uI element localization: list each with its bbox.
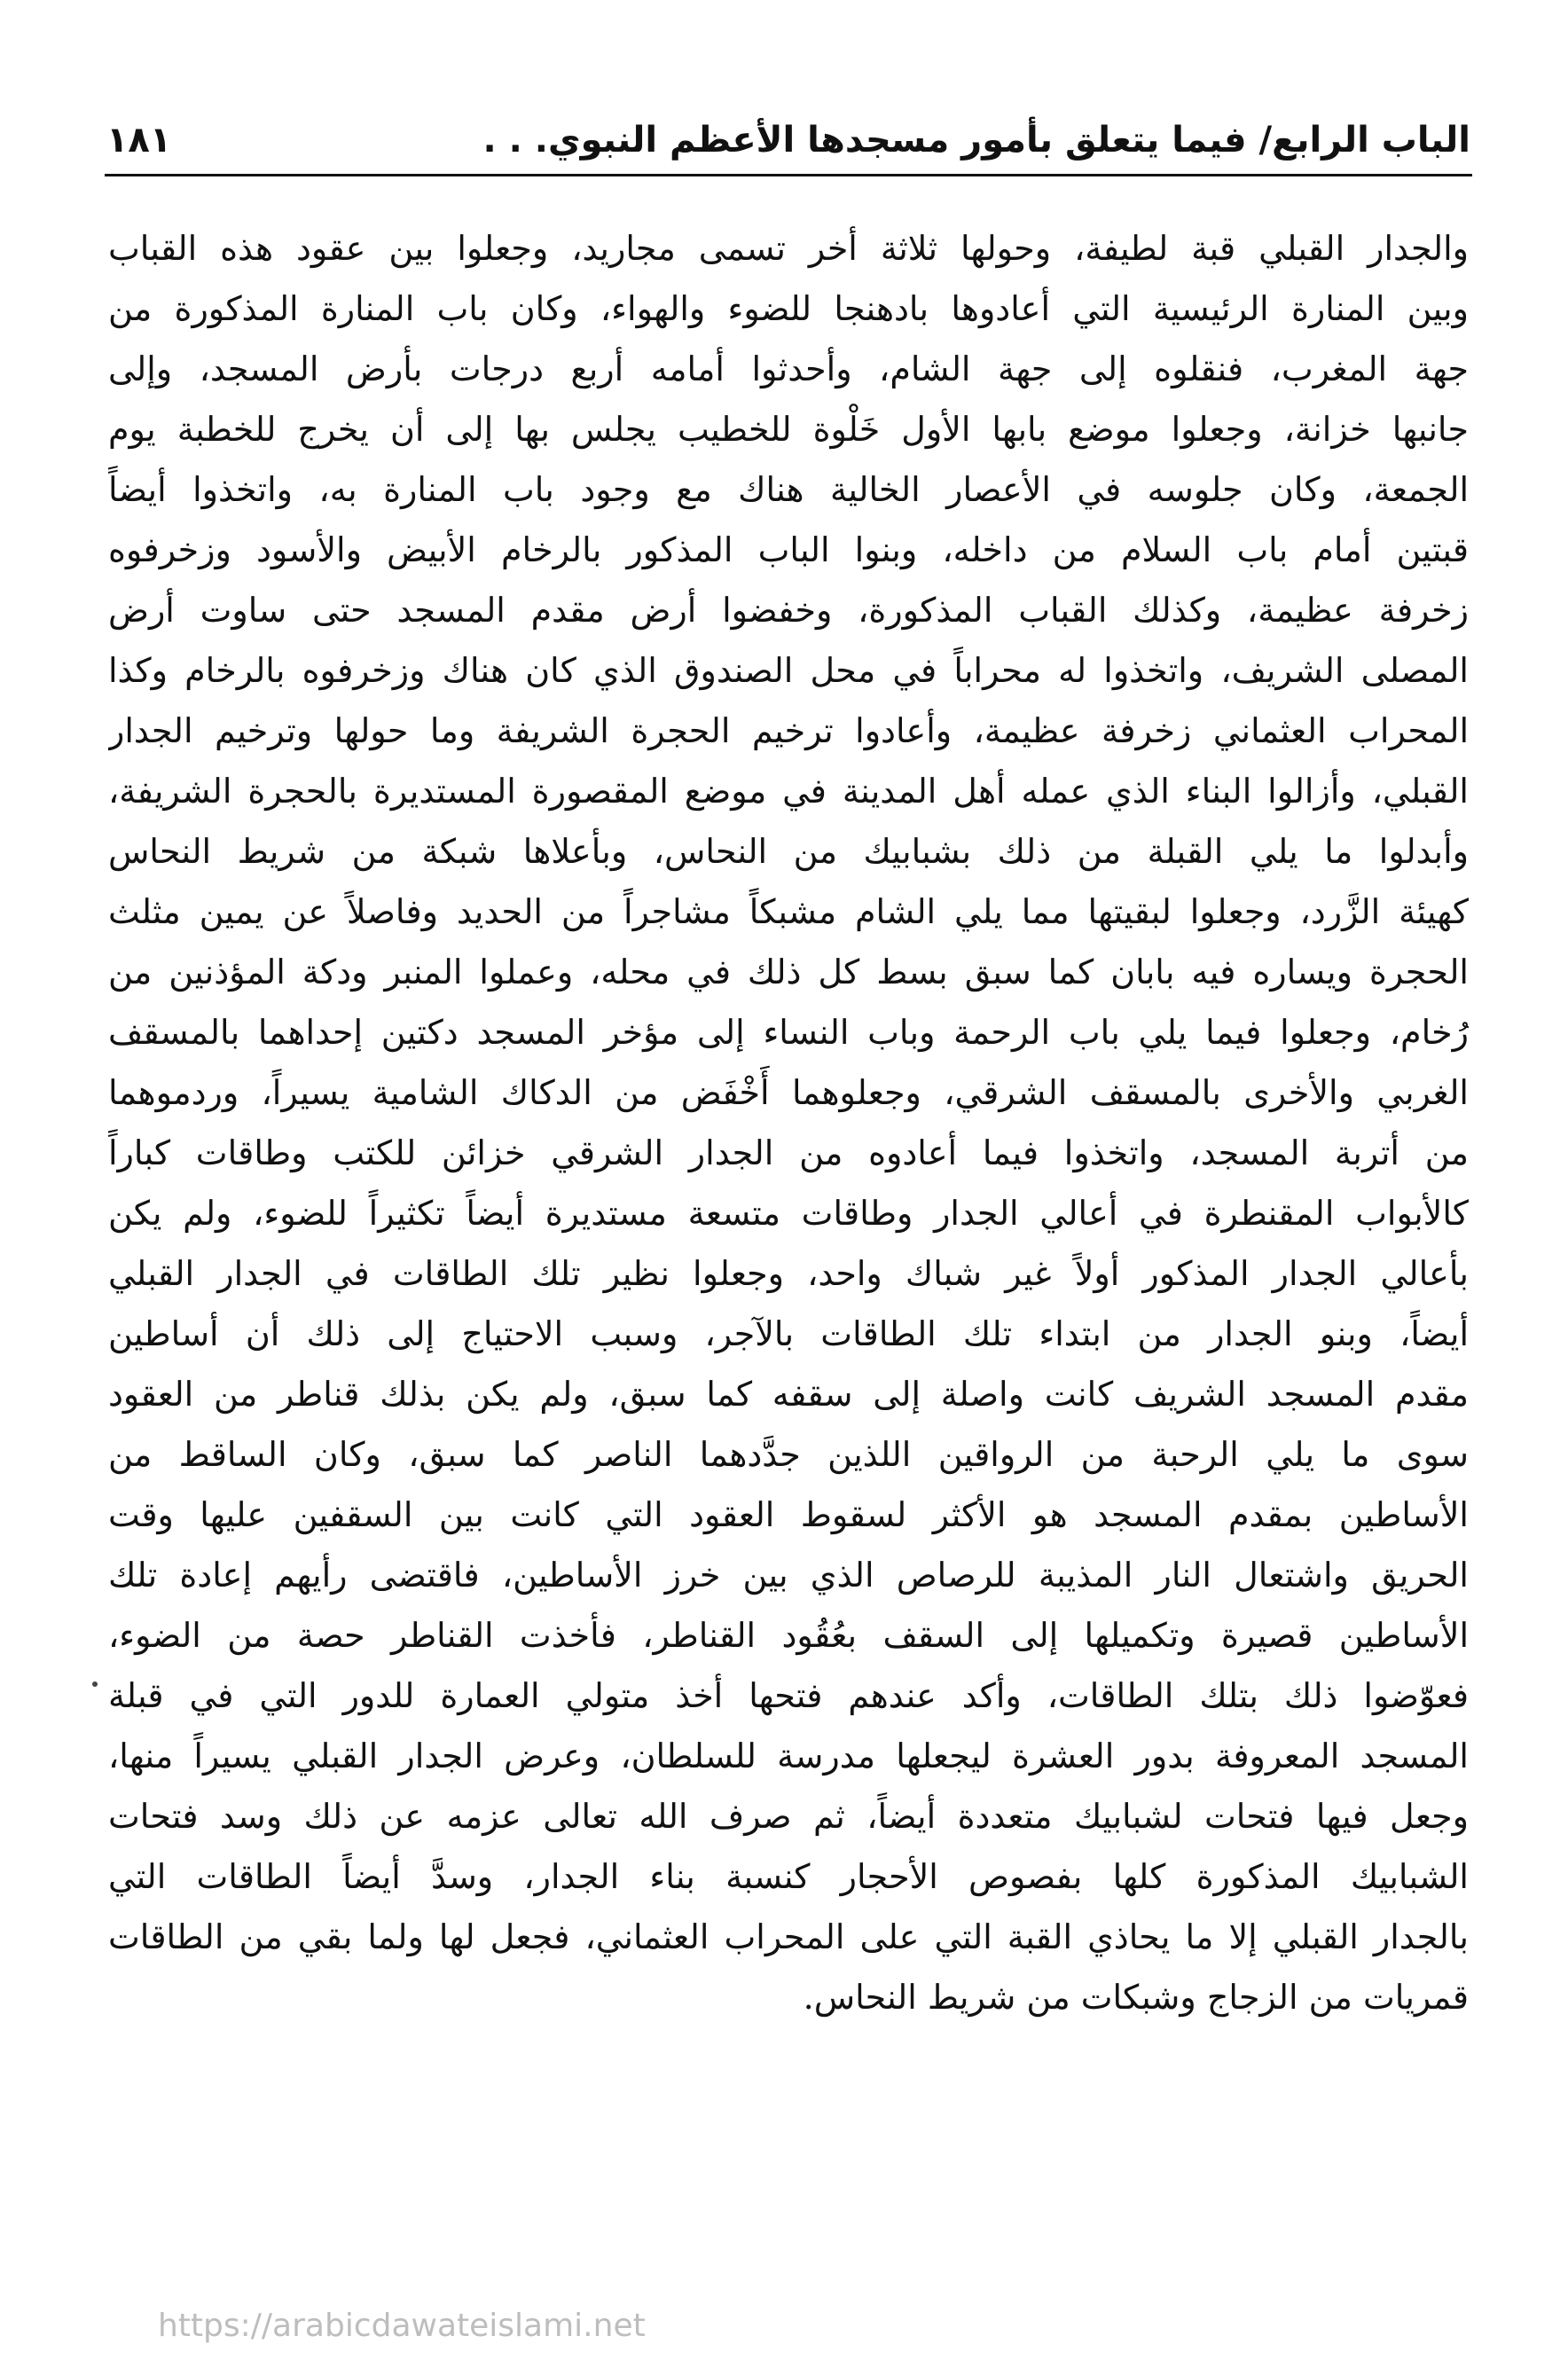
text-line: مقدم المسجد الشريف كانت واصلة إلى سقفه كما سبق، ولم يكن بذلك قناطر من العقود (108, 1375, 1469, 1414)
text-line: وأبدلوا ما يلي القبلة من ذلك بشبابيك من النحاس، وبأعلاها شبكة من شريط النحاس (108, 832, 1469, 871)
text-line: كالأبواب المقنطرة في أعالي الجدار وطاقات متسعة مستديرة أيضاً تكثيراً للضوء، ولم يكن (108, 1194, 1469, 1233)
text-line: الأساطين بمقدم المسجد هو الأكثر لسقوط العقود التي كانت بين السقفين عليها وقت (108, 1495, 1469, 1534)
body-text (108, 218, 1469, 2027)
text-line: الغربي والأخرى بالمسقف الشرقي، وجعلوهما أَخْفَض من الدكاك الشامية يسيراً، وردموهما (108, 1073, 1469, 1112)
text-line: سوى ما يلي الرحبة من الرواقين اللذين جدَّدهما الناصر كما سبق، وكان الساقط من (108, 1435, 1469, 1474)
text-line: كهيئة الزَّرد، وجعلوا لبقيتها مما يلي الشام مشبكاً مشاجراً من الحديد وفاصلاً عن يمين مثلث (108, 892, 1469, 931)
text-line: جهة المغرب، فنقلوه إلى جهة الشام، وأحدثوا أمامه أربع درجات بأرض المسجد، وإلى (108, 349, 1469, 388)
text-line: من أتربة المسجد، واتخذوا فيما أعادوه من الجدار الشرقي خزائن للكتب وطاقات كباراً (108, 1133, 1469, 1172)
text-line: المصلى الشريف، واتخذوا له محراباً في محل الصندوق الذي كان هناك وزخرفوه بالرخام وكذا (108, 651, 1469, 690)
text-line: والجدار القبلي قبة لطيفة، وحولها ثلاثة أخر تسمى مجاريد، وجعلوا بين عقود هذه القباب (108, 229, 1469, 268)
text-line: الحجرة ويساره فيه بابان كما سبق بسط كل ذلك في محله، وعملوا المنبر ودكة المؤذنين من (108, 952, 1469, 991)
text-line: رُخام، وجعلوا فيما يلي باب الرحمة وباب النساء إلى مؤخر المسجد دكتين إحداهما بالمسقف (108, 1013, 1469, 1052)
text-line: الجمعة، وكان جلوسه في الأعصار الخالية هناك مع وجود باب المنارة به، واتخذوا أيضاً (108, 470, 1469, 509)
text-line: وجعل فيها فتحات لشبابيك متعددة أيضاً، ثم صرف الله تعالى عزمه عن ذلك وسد فتحات (108, 1797, 1469, 1836)
text-line: فعوّضوا ذلك بتلك الطاقات، وأكد عندهم فتحها أخذ متولي العمارة للدور التي في قبلة (108, 1676, 1469, 1715)
page-number: ١٨١ (106, 120, 172, 161)
running-header (106, 108, 1470, 165)
text-line: قمريات من الزجاج وشبكات من شريط النحاس. (803, 1978, 1469, 2017)
chapter-title: الباب الرابع/ فيما يتعلق بأمور مسجدها الأعظم النبوي. . . (482, 120, 1470, 161)
text-line: المحراب العثماني زخرفة عظيمة، وأعادوا ترخيم الحجرة الشريفة وما حولها وترخيم الجدار (108, 711, 1469, 750)
header-divider (105, 174, 1472, 176)
text-line: أيضاً، وبنو الجدار من ابتداء تلك الطاقات بالآجر، وسبب الاحتياج إلى ذلك أن أساطين (108, 1314, 1469, 1353)
watermark-url: https://arabicdawateislami.net (158, 2308, 646, 2344)
text-line: المسجد المعروفة بدور العشرة ليجعلها مدرسة للسلطان، وعرض الجدار القبلي يسيراً منها، (108, 1736, 1469, 1775)
text-line: قبتين أمام باب السلام من داخله، وبنوا الباب المذكور بالرخام الأبيض والأسود وزخرفوه (108, 530, 1469, 569)
text-line: وبين المنارة الرئيسية التي أعادوها بادهنجا للضوء والهواء، وكان باب المنارة المذكورة من (108, 289, 1469, 328)
text-line: الأساطين قصيرة وتكميلها إلى السقف بعُقُود القناطر، فأخذت القناطر حصة من الضوء، (108, 1616, 1469, 1655)
text-line: القبلي، وأزالوا البناء الذي عمله أهل المدينة في موضع المقصورة المستديرة بالحجرة الشريفة، (108, 772, 1469, 811)
text-line: الحريق واشتعال النار المذيبة للرصاص الذي بين خرز الأساطين، فاقتضى رأيهم إعادة تلك (108, 1556, 1469, 1595)
text-line: جانبها خزانة، وجعلوا موضع بابها الأول خَلْوة للخطيب يجلس بها إلى أن يخرج للخطبة يوم (108, 410, 1469, 449)
text-line: بأعالي الجدار المذكور أولاً غير شباك واحد، وجعلوا نظير تلك الطاقات في الجدار القبلي (108, 1254, 1469, 1293)
text-line: زخرفة عظيمة، وكذلك القباب المذكورة، وخفضوا أرض مقدم المسجد حتى ساوت أرض (108, 591, 1469, 630)
text-line: الشبابيك المذكورة كلها بفصوص الأحجار كنسبة بناء الجدار، وسدَّ أيضاً الطاقات التي (108, 1857, 1469, 1896)
scan-speck (92, 1681, 98, 1687)
text-line: بالجدار القبلي إلا ما يحاذي القبة التي على المحراب العثماني، فجعل لها ولما بقي من الطاقات (108, 1917, 1469, 1956)
